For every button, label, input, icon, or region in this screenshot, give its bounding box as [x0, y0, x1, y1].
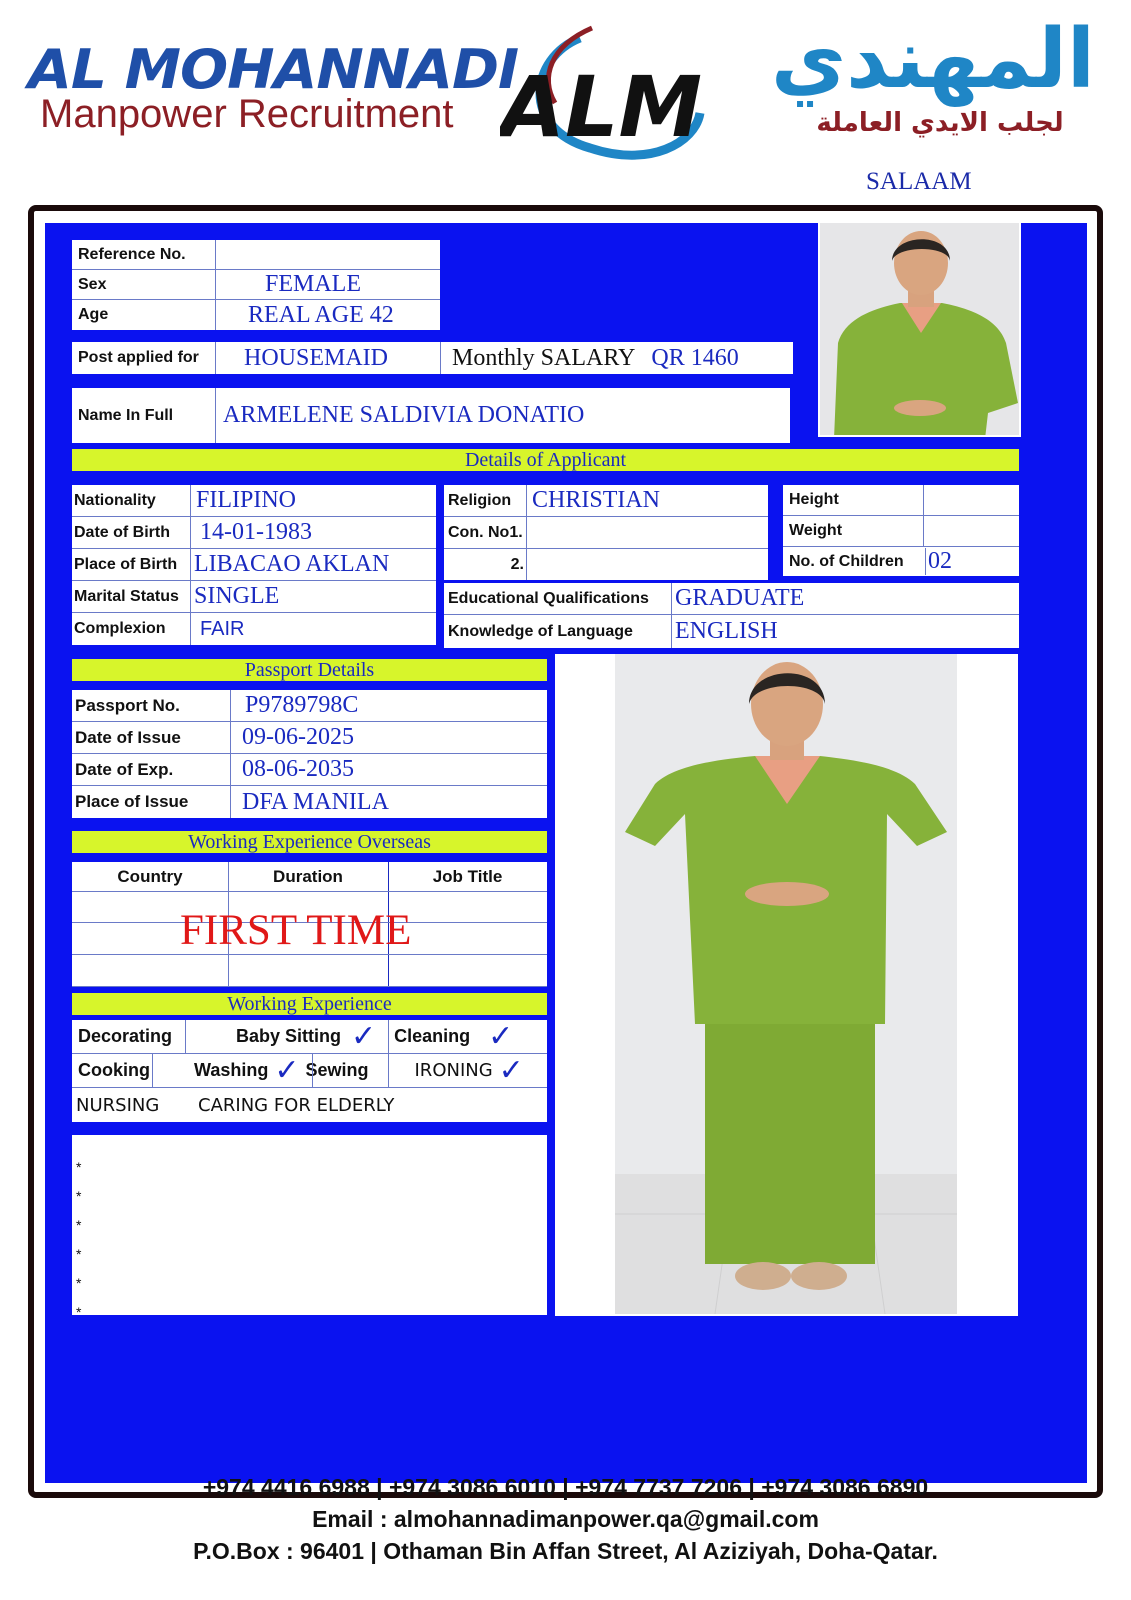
reference-label: Reference No. [78, 245, 186, 263]
experience-section-title: Working Experience [72, 993, 547, 1015]
expiry-date-label: Date of Exp. [75, 759, 174, 779]
contact1-label: Con. No1. [448, 523, 523, 541]
brand-name: AL MOHANNADI [28, 38, 519, 101]
note-bullet: * [76, 1217, 82, 1233]
dob-label: Date of Birth [74, 523, 170, 541]
applicant-left-box [72, 485, 436, 645]
religion-label: Religion [448, 491, 512, 509]
nationality-label: Nationality [74, 491, 156, 509]
note-bullet: * [76, 1246, 82, 1262]
note-bullet: * [76, 1159, 82, 1175]
marital-label: Marital Status [74, 587, 179, 605]
religion-value: CHRISTIAN [532, 487, 661, 513]
name-label: Name In Full [78, 406, 174, 424]
baby-sitting-check-icon: ✓ [351, 1018, 377, 1054]
education-box [444, 583, 1019, 648]
issue-place-value: DFA MANILA [242, 788, 389, 815]
footer-email: Email : almohannadimanpower.qa@gmail.com [312, 1506, 819, 1532]
overseas-section-title: Working Experience Overseas [72, 831, 547, 853]
salary-label: Monthly SALARY [452, 344, 636, 371]
note-bullet: * [76, 1304, 82, 1320]
religion-box [444, 485, 768, 580]
ironing-check-icon: ✓ [498, 1052, 524, 1088]
age-label: Age [78, 306, 109, 323]
applicant-full-photo [555, 654, 1018, 1316]
table-row [72, 955, 547, 987]
children-value: 02 [925, 548, 952, 575]
applicant-portrait [818, 221, 1021, 437]
name-box [72, 388, 790, 443]
notes-box [72, 1135, 547, 1320]
nationality-value: FILIPINO [196, 487, 296, 513]
children-label: No. of Children [789, 552, 904, 570]
job-title-column-header: Job Title [432, 866, 503, 886]
duration-column-header: Duration [273, 866, 343, 886]
post-value: HOUSEMAID [244, 344, 388, 371]
contact2-label: 2. [510, 555, 524, 573]
washing-check-icon: ✓ [274, 1052, 300, 1088]
post-box [72, 342, 793, 374]
education-label: Educational Qualifications [448, 589, 649, 607]
expiry-date-value: 08-06-2035 [242, 756, 354, 782]
issue-place-label: Place of Issue [75, 792, 189, 811]
skill-washing: Washing [194, 1060, 269, 1080]
brand-arabic: المهندي [771, 12, 1095, 107]
skills-box [72, 1020, 547, 1122]
pob-label: Place of Birth [74, 555, 178, 573]
weight-label: Weight [789, 522, 843, 539]
applicant-section-title: Details of Applicant [72, 449, 1019, 471]
skill-nursing: NURSING [76, 1094, 160, 1116]
skill-sewing: Sewing [305, 1060, 369, 1080]
footer-address: P.O.Box : 96401 | Othaman Bin Affan Street, Al Aziziyah, Doha-Qatar. [193, 1538, 938, 1564]
greeting: SALAAM [866, 168, 972, 195]
age-value: REAL AGE 42 [248, 301, 394, 328]
post-label: Post applied for [78, 349, 199, 366]
skill-baby-sitting: Baby Sitting [236, 1026, 342, 1046]
sex-label: Sex [78, 275, 107, 293]
physical-box [783, 485, 1019, 576]
language-value: ENGLISH [675, 618, 778, 644]
footer-phones: +974 4416 6988 | +974 3086 6010 | +974 7737 7206 | +974 3086 6890 [202, 1474, 929, 1500]
brand-subtitle: Manpower Recruitment [40, 92, 454, 136]
skill-decorating: Decorating [78, 1026, 173, 1046]
issue-date-label: Date of Issue [75, 727, 181, 747]
personal-box [72, 240, 440, 330]
portrait-image [820, 223, 1021, 437]
dob-value: 14-01-1983 [200, 519, 312, 545]
passport-box [72, 690, 547, 818]
complexion-value: FAIR [200, 617, 245, 640]
skill-caring-elderly: CARING FOR ELDERLY [198, 1094, 395, 1116]
complexion-label: Complexion [74, 620, 166, 637]
note-bullet: * [76, 1188, 82, 1204]
skill-cooking: Cooking [78, 1060, 150, 1080]
marital-value: SINGLE [194, 583, 280, 609]
first-time-stamp: FIRST TIME [180, 907, 412, 954]
salary-value: QR 1460 [651, 344, 739, 371]
skill-cleaning: Cleaning [394, 1026, 471, 1046]
note-bullet: * [76, 1275, 82, 1291]
skill-ironing: IRONING [414, 1060, 493, 1081]
sex-value: FEMALE [265, 271, 361, 297]
alm-logo-icon [500, 18, 730, 178]
passport-section-title: Passport Details [72, 659, 547, 681]
logo-text: ALM [500, 58, 703, 156]
cleaning-check-icon: ✓ [488, 1018, 514, 1054]
brand-arabic-subtitle: لجلب الايدي العاملة [816, 108, 1064, 138]
education-value: GRADUATE [675, 585, 805, 611]
full-body-image [615, 654, 957, 1314]
name-value: ARMELENE SALDIVIA DONATIO [223, 402, 585, 428]
height-label: Height [789, 491, 839, 508]
language-label: Knowledge of Language [448, 622, 633, 640]
passport-number-value: P9789798C [245, 692, 359, 718]
country-column-header: Country [117, 866, 183, 886]
passport-number-label: Passport No. [75, 695, 180, 715]
pob-value: LIBACAO AKLAN [194, 551, 390, 577]
issue-date-value: 09-06-2025 [242, 724, 354, 750]
overseas-table [72, 862, 547, 987]
